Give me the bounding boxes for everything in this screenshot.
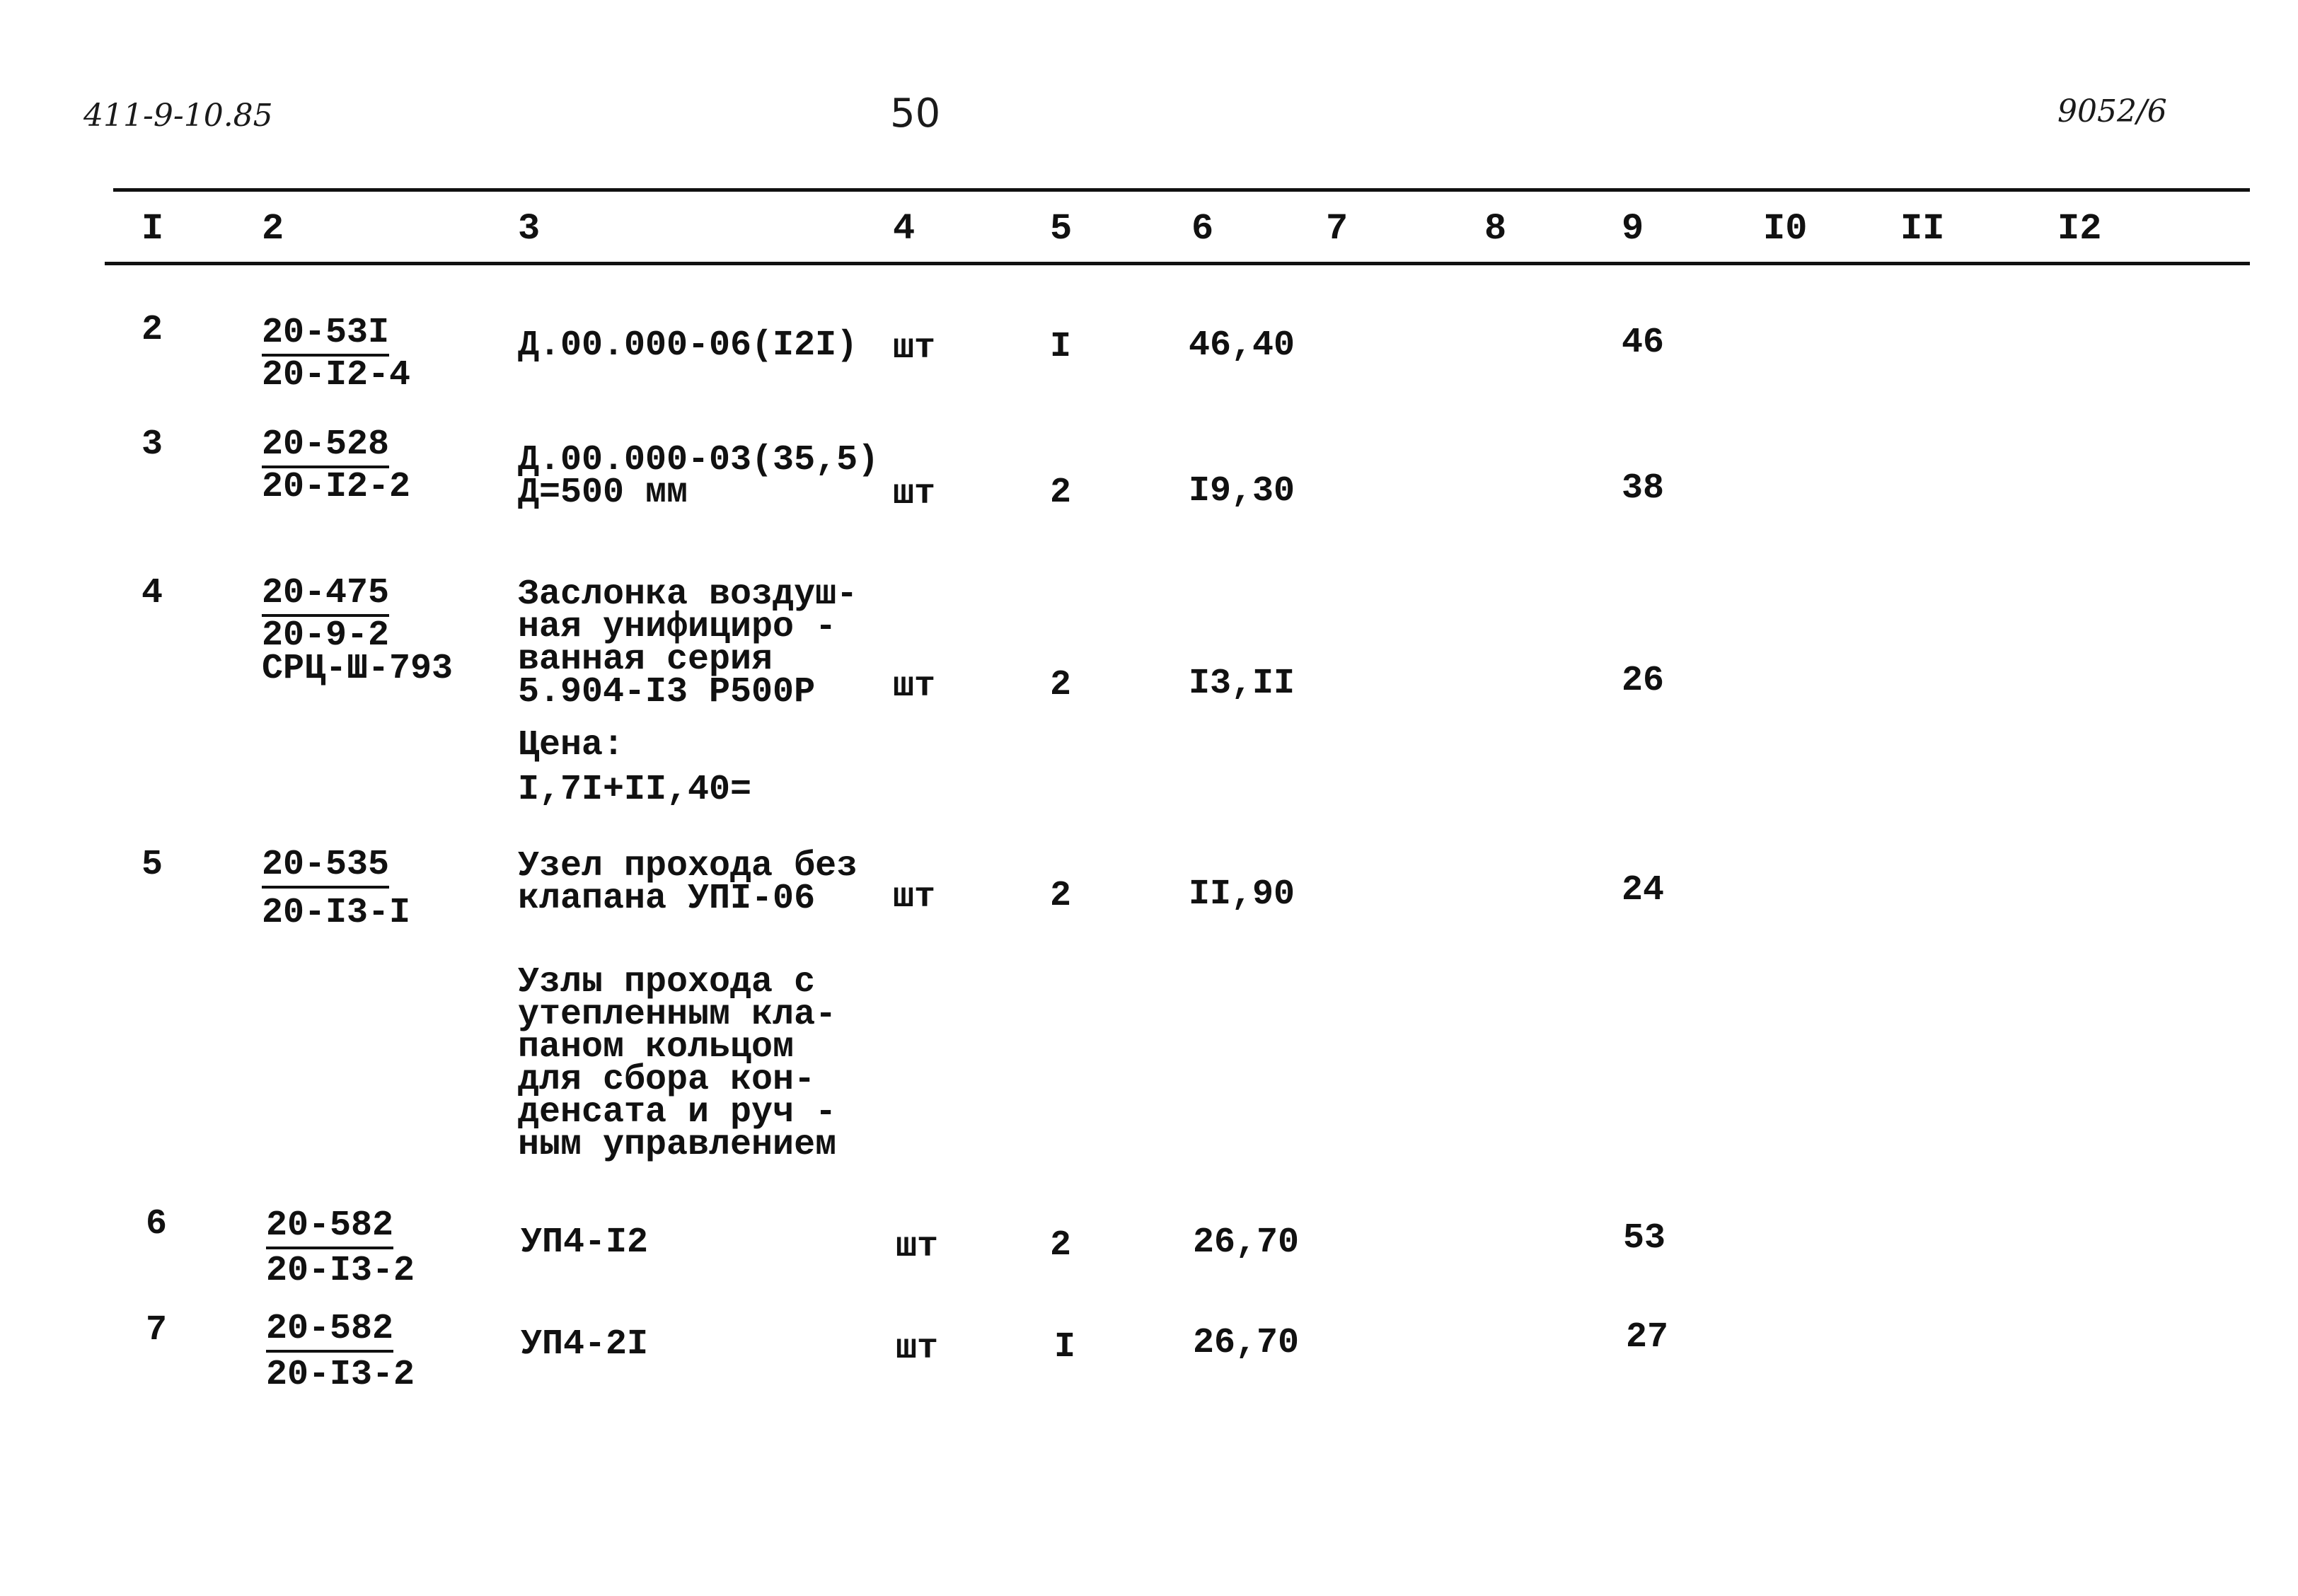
total-cost: 46 [1622, 323, 1665, 363]
quantity: 2 [1050, 473, 1072, 513]
rate-code [262, 846, 410, 938]
rate-code-primary: 20-475 [262, 574, 389, 617]
group-heading-line: для сбора кон- [518, 1060, 816, 1100]
description-line: Узел прохода без [518, 846, 858, 886]
unit-price: 26,70 [1193, 1323, 1300, 1363]
column-header: I0 [1763, 208, 1808, 250]
column-header: 6 [1191, 208, 1214, 250]
item-description [521, 1324, 649, 1365]
rate-code-secondary: 20-I3-I [262, 893, 411, 933]
item-description [521, 1222, 649, 1263]
rate-code-primary: 20-582 [266, 1207, 393, 1249]
group-heading-line: Узлы прохода с [518, 962, 816, 1002]
rate-code [266, 1207, 415, 1293]
row-number: 5 [142, 845, 163, 885]
unit: шт [896, 1227, 939, 1267]
item-description [518, 574, 858, 712]
rate-code-secondary: 20-I2-2 [262, 467, 411, 507]
quantity: I [1054, 1327, 1076, 1367]
unit-price: I9,30 [1189, 471, 1295, 511]
table-header-rule [105, 262, 2250, 265]
unit: шт [893, 328, 936, 369]
description-line: Заслонка воздуш- [518, 574, 858, 615]
description-line: Д=500 мм [518, 473, 688, 513]
column-header: I [142, 208, 164, 250]
unit: шт [893, 474, 936, 514]
sheet-reference: 9052/6 [2057, 93, 2167, 129]
table-top-rule [113, 188, 2250, 192]
unit: шт [893, 877, 936, 918]
unit: шт [896, 1329, 939, 1369]
row-number: 2 [142, 310, 163, 350]
unit-price: 46,40 [1189, 325, 1295, 366]
column-header: 7 [1326, 208, 1349, 250]
description-line: ванная серия [518, 640, 773, 680]
rate-code [262, 426, 410, 507]
column-header: 5 [1050, 208, 1073, 250]
description-line: 5.904-I3 Р500Р [518, 672, 816, 712]
group-heading [518, 962, 837, 1165]
rate-code-primary: 20-53I [262, 314, 389, 357]
description-line: УП4-2I [521, 1324, 649, 1365]
total-cost: 24 [1622, 870, 1665, 910]
price-note [518, 724, 751, 814]
rate-code-secondary: СРЦ-Ш-793 [262, 649, 454, 689]
row-number: 4 [142, 573, 163, 613]
rate-code-secondary: 20-I3-2 [266, 1355, 415, 1395]
unit-price: 26,70 [1193, 1222, 1300, 1263]
page-number: 50 [890, 91, 941, 137]
rate-code-secondary: 20-I3-2 [266, 1251, 415, 1291]
total-cost: 26 [1622, 661, 1665, 701]
document-code: 411-9-10.85 [83, 98, 273, 134]
group-heading-line: паном кольцом [518, 1027, 795, 1068]
item-description [518, 846, 858, 919]
description-line: Д.00.000-03(35,5) [518, 440, 879, 480]
total-cost: 53 [1623, 1218, 1666, 1259]
quantity: 2 [1050, 665, 1072, 705]
rate-code-secondary: 20-9-2 [262, 615, 390, 656]
total-cost: 27 [1626, 1317, 1669, 1358]
description-line: ная унифициро - [518, 607, 837, 647]
row-number: 3 [142, 424, 163, 465]
total-cost: 38 [1622, 468, 1665, 509]
rate-code [262, 314, 410, 395]
rate-code-primary: 20-535 [262, 846, 389, 889]
description-line: УП4-I2 [521, 1222, 649, 1263]
price-note-formula: I,7I+II,40= [518, 770, 752, 810]
column-header: 9 [1622, 208, 1644, 250]
unit-price: I3,II [1189, 664, 1295, 704]
unit-price: II,90 [1189, 874, 1295, 915]
price-note-label: Цена: [518, 725, 625, 765]
column-header: 8 [1484, 208, 1507, 250]
column-header: II [1900, 208, 1945, 250]
description-line: клапана УПI-06 [518, 879, 816, 919]
column-header: 4 [893, 208, 916, 250]
rate-code-secondary: 20-I2-4 [262, 355, 411, 395]
row-number: 6 [146, 1204, 168, 1244]
quantity: 2 [1050, 1225, 1072, 1266]
item-description [518, 325, 858, 366]
group-heading-line: денсата и руч - [518, 1092, 837, 1133]
column-header: 2 [262, 208, 284, 250]
rate-code [266, 1310, 415, 1398]
row-number: 7 [146, 1310, 168, 1351]
group-heading-line: утепленным кла- [518, 995, 837, 1035]
item-description [518, 440, 879, 513]
quantity: I [1050, 327, 1072, 367]
description-line: Д.00.000-06(I2I) [518, 325, 858, 366]
rate-code [262, 573, 454, 689]
rate-code-primary: 20-582 [266, 1310, 393, 1353]
column-header: I2 [2057, 208, 2102, 250]
column-header: 3 [518, 208, 541, 250]
quantity: 2 [1050, 876, 1072, 916]
group-heading-line: ным управлением [518, 1125, 837, 1165]
unit: шт [893, 666, 936, 707]
rate-code-primary: 20-528 [262, 426, 389, 468]
